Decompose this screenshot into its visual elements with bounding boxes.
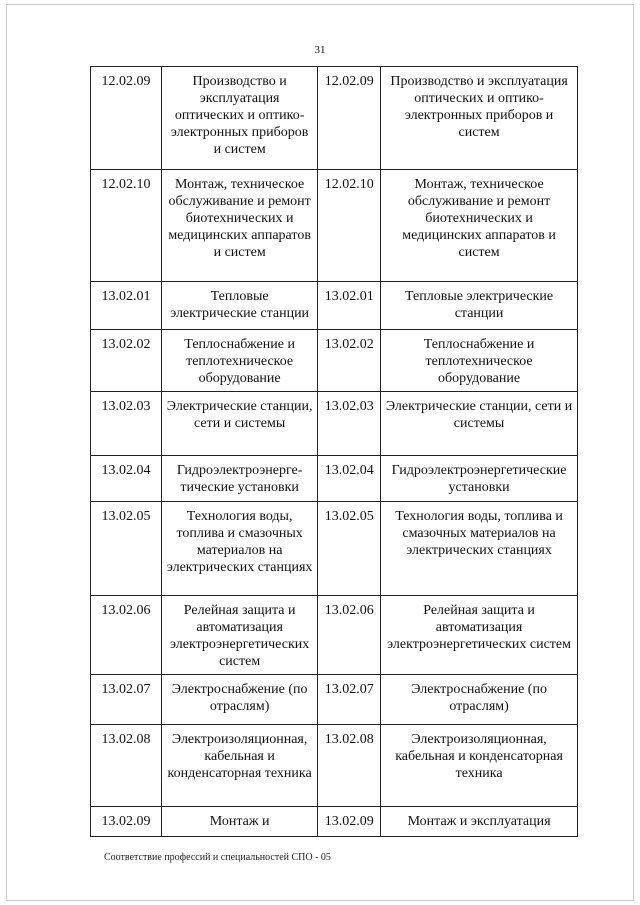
code-left-cell: 13.02.02 (91, 330, 162, 392)
code-right-cell: 12.02.09 (318, 67, 381, 170)
name-left-cell: Монтаж, техническое обслуживание и ремонт биотехнических и медицинских аппаратов и систем (162, 170, 318, 282)
name-left-cell: Теплоснабжение и теплотехническое оборудование (162, 330, 318, 392)
table-row (91, 170, 578, 282)
code-left-cell: 13.02.06 (91, 596, 162, 675)
name-right-cell: Электроснабжение (по отраслям) (381, 675, 578, 725)
name-right-cell: Электроизоляционная, кабельная и конденсаторная техника (381, 725, 578, 807)
name-right-cell: Теплоснабжение и теплотехническое оборудование (381, 330, 578, 392)
name-right-cell: Релейная защита и автоматизация электроэнергетических систем (381, 596, 578, 675)
table-row (91, 725, 578, 807)
page-number: 31 (314, 44, 326, 56)
name-right-cell: Производство и эксплуатация оптических и оптико-электронных приборов и систем (381, 67, 578, 170)
name-right-cell: Тепловые электрические станции (381, 282, 578, 330)
table-row (91, 675, 578, 725)
name-left-cell: Гидроэлектроэнерге-тические установки (162, 456, 318, 502)
code-left-cell: 12.02.09 (91, 67, 162, 170)
table-row (91, 502, 578, 596)
code-left-cell: 13.02.05 (91, 502, 162, 596)
code-right-cell: 12.02.10 (318, 170, 381, 282)
name-right-cell: Электрические станции, сети и системы (381, 392, 578, 456)
code-left-cell: 13.02.04 (91, 456, 162, 502)
table-row (91, 807, 578, 837)
name-left-cell: Монтаж и (162, 807, 318, 837)
code-right-cell: 13.02.09 (318, 807, 381, 837)
code-right-cell: 13.02.07 (318, 675, 381, 725)
code-right-cell: 13.02.05 (318, 502, 381, 596)
code-left-cell: 13.02.09 (91, 807, 162, 837)
table-row (91, 282, 578, 330)
code-right-cell: 13.02.03 (318, 392, 381, 456)
name-left-cell: Электрические станции, сети и системы (162, 392, 318, 456)
name-left-cell: Технология воды, топлива и смазочных материалов на электрических станциях (162, 502, 318, 596)
name-left-cell: Производство и эксплуатация оптических и оптико-электронных приборов и систем (162, 67, 318, 170)
table-row (91, 392, 578, 456)
name-left-cell: Релейная защита и автоматизация электроэнергетических систем (162, 596, 318, 675)
code-left-cell: 13.02.03 (91, 392, 162, 456)
name-left-cell: Электроизоляционная, кабельная и конденсаторная техника (162, 725, 318, 807)
name-right-cell: Монтаж, техническое обслуживание и ремонт биотехнических и медицинских аппаратов и систем (381, 170, 578, 282)
code-right-cell: 13.02.01 (318, 282, 381, 330)
code-right-cell: 13.02.08 (318, 725, 381, 807)
table-row (91, 330, 578, 392)
name-left-cell: Электроснабжение (по отраслям) (162, 675, 318, 725)
specialties-table (90, 66, 578, 837)
code-right-cell: 13.02.04 (318, 456, 381, 502)
code-left-cell: 13.02.08 (91, 725, 162, 807)
code-left-cell: 13.02.01 (91, 282, 162, 330)
code-left-cell: 13.02.07 (91, 675, 162, 725)
name-left-cell: Тепловые электрические станции (162, 282, 318, 330)
table-row (91, 596, 578, 675)
name-right-cell: Монтаж и эксплуатация (381, 807, 578, 837)
code-right-cell: 13.02.06 (318, 596, 381, 675)
code-right-cell: 13.02.02 (318, 330, 381, 392)
table-row (91, 456, 578, 502)
document-footer: Соответствие профессий и специальностей СПО - 05 (104, 852, 331, 863)
table-row (91, 67, 578, 170)
name-right-cell: Гидроэлектроэнергетические установки (381, 456, 578, 502)
code-left-cell: 12.02.10 (91, 170, 162, 282)
name-right-cell: Технология воды, топлива и смазочных материалов на электрических станциях (381, 502, 578, 596)
